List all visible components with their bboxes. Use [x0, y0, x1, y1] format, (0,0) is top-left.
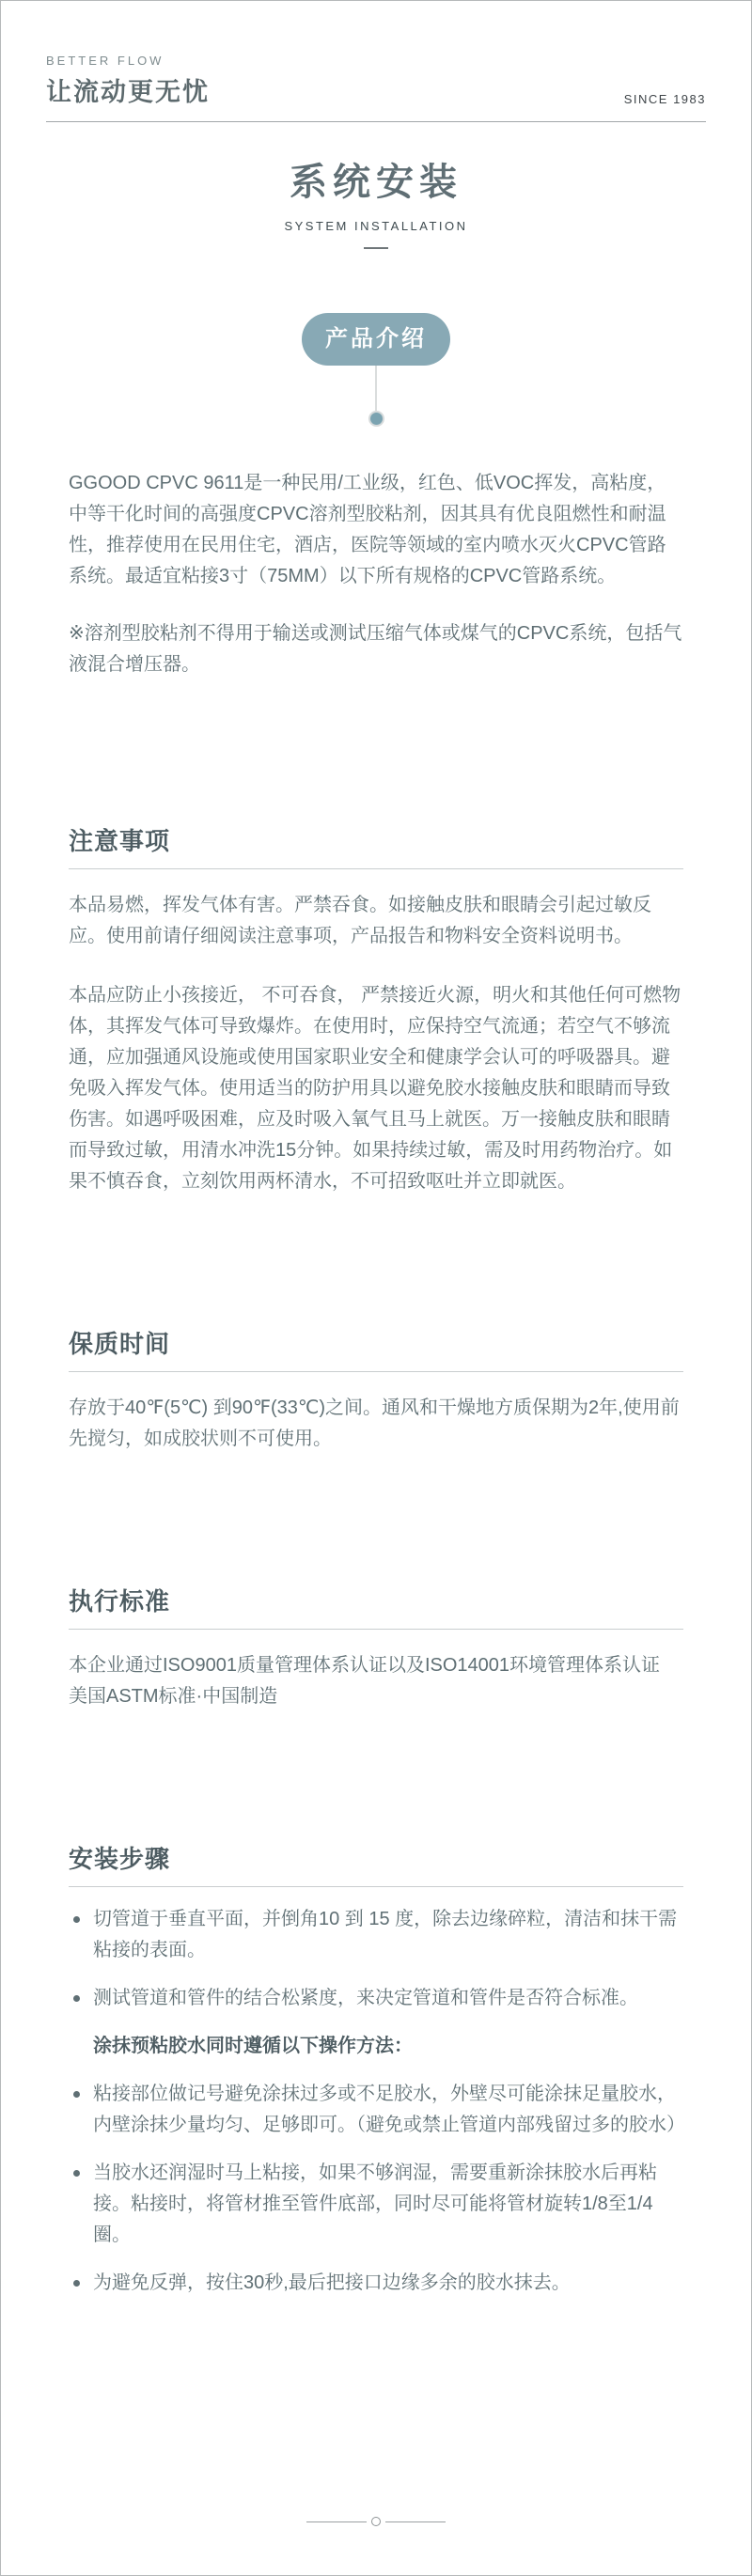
- shelf-life-paragraph: 存放于40℉(5℃) 到90℉(33℃)之间。通风和干燥地方质保期为2年,使用前先搅匀，如成胶状则不可使用。: [69, 1397, 680, 1449]
- intro-paragraph: GGOOD CPVC 9611是一种民用/工业级，红色、低VOC挥发，高粘度，中等干化时间的高强度CPVC溶剂型胶粘剂，因其具有优良阻燃性和耐温性，推荐使用在民用住宅，酒店，医院等领域的室内喷水灭火CPVC管路系统。最适宜粘接3寸（75MM）以下所有规格的CPVC管路系统。: [69, 473, 666, 586]
- standards-line-1: 本企业通过ISO9001质量管理体系认证以及ISO14001环境管理体系认证: [69, 1655, 661, 1676]
- install-method-step-2: 当胶水还润湿时马上粘接，如果不够润湿，需要重新涂抹胶水后再粘接。粘接时，将管材推至管件底部，同时尽可能将管材旋转1/8至1/4圈。: [69, 2158, 683, 2251]
- brand-since-label: SINCE 1983: [623, 92, 706, 106]
- precautions-paragraph-2: 本品应防止小孩接近， 不可吞食， 严禁接近火源，明火和其他任何可燃物体，其挥发气体可导致爆炸。在使用时，应保持空气流通；若空气不够流通，应加强通风设施或使用国家职业安全和健康学会认可的呼吸器具。避免吸入挥发气体。使用适当的防护用具以避免胶水接触皮肤和眼睛而导致伤害。如遇呼吸困难，应及时吸入氧气且马上就医。万一接触皮肤和眼睛而导致过敏，用清水冲洗15分钟。如果持续过敏，需及时用药物治疗。如果不慎吞食，立刻饮用两杯清水，不可招致呕吐并立即就医。: [69, 985, 682, 1192]
- install-method-steps-list: [69, 2079, 683, 2299]
- footer-divider-line-left: [306, 2521, 367, 2522]
- section-standards: [69, 1586, 683, 1712]
- section-precautions: [69, 826, 683, 1197]
- title-divider: [364, 247, 388, 249]
- install-steps-list: [69, 1904, 683, 2014]
- page-header: [46, 54, 706, 122]
- product-intro-block: [1, 313, 751, 427]
- section-shelf-life: [69, 1329, 683, 1455]
- section-heading-installation: 安装步骤: [69, 1844, 683, 1887]
- footer-divider-line-right: [385, 2521, 446, 2522]
- hero-section: [1, 122, 751, 249]
- install-method-step-1: 粘接部位做记号避免涂抹过多或不足胶水，外壁尽可能涂抹足量胶水，内壁涂抹少量均匀、足够即可。（避免或禁止管道内部残留过多的胶水）: [69, 2079, 683, 2141]
- product-intro-badge: 产品介绍: [302, 313, 450, 366]
- page-footer: [1, 2517, 751, 2526]
- brand-logo: [46, 54, 210, 108]
- intro-note: ※溶剂型胶粘剂不得用于输送或测试压缩气体或煤气的CPVC系统，包括气液混合增压器。: [69, 623, 682, 675]
- brand-logo-text: 让流动更无忧: [46, 78, 210, 106]
- precautions-paragraph-1: 本品易燃，挥发气体有害。严禁吞食。如接触皮肤和眼睛会引起过敏反应。使用前请仔细阅读注意事项，产品报告和物料安全资料说明书。: [69, 895, 651, 946]
- badge-connector-dot: [368, 411, 384, 427]
- section-installation: [69, 1844, 683, 2299]
- page-title: 系统安装: [290, 162, 462, 203]
- brand-tagline-en: BETTER FLOW: [46, 54, 164, 68]
- footer-divider-circle: [371, 2517, 381, 2526]
- standards-text: [69, 1650, 683, 1712]
- section-heading-precautions: 注意事项: [69, 826, 683, 869]
- page-subtitle: SYSTEM INSTALLATION: [284, 219, 468, 233]
- badge-connector-line: [375, 366, 377, 411]
- install-step-1: 切管道于垂直平面，并倒角10 到 15 度，除去边缘碎粒，清洁和抹干需粘接的表面。: [69, 1904, 683, 1966]
- section-heading-shelf-life: 保质时间: [69, 1329, 683, 1372]
- section-heading-standards: 执行标准: [69, 1586, 683, 1630]
- install-method-step-3: 为避免反弹，按住30秒,最后把接口边缘多余的胶水抹去。: [69, 2268, 683, 2299]
- install-method-title: 涂抹预粘胶水同时遵循以下操作方法：: [93, 2036, 413, 2056]
- main-content: [69, 427, 683, 2299]
- install-step-2: 测试管道和管件的结合松紧度，来决定管道和管件是否符合标准。: [69, 1983, 683, 2014]
- standards-line-2: 美国ASTM标准·中国制造: [69, 1686, 278, 1707]
